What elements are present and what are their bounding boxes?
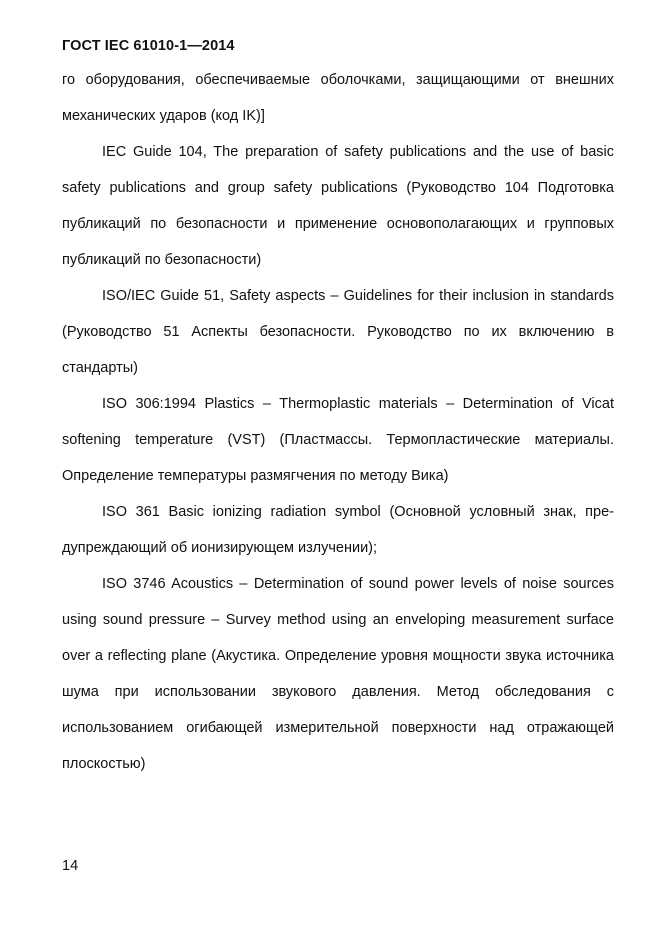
reference-iec-guide-104: IEC Guide 104, The preparation of safety publications and the use of basic safety publications and group safety publications (Руководство 104 Подготовка публикаций по безопасности и применение основополагающих и групповых публикаций по безопасности) [62, 144, 614, 268]
reference-iso-3746: ISO 3746 Acoustics – Determination of sound power levels of noise sources using sound pressure – Survey method using an enveloping measurement surface over a reflecting plane (Акустика. Определение уровня мощности звука источника шума при использовании звукового давления. Метод обследования с использованием огибающей измерительной поверхности над отражающей плоскостью) [62, 576, 614, 772]
page-number: 14 [62, 858, 79, 874]
paragraph-continuation: го оборудования, обеспечиваемые оболочками, защищающими от внешних механических ударов (код IK)] [62, 72, 614, 124]
document-body [62, 62, 614, 782]
reference-iso-306: ISO 306:1994 Plastics – Thermoplastic materials – Determination of Vicat softening temperature (VST) (Пластмассы. Термопластические материалы. Определение температуры размягчения по методу Вика) [62, 396, 614, 484]
reference-iso-iec-guide-51: ISO/IEC Guide 51, Safety aspects – Guidelines for their inclusion in standards (Руководство 51 Аспекты безопасности. Руководство по их включению в стандарты) [62, 288, 614, 376]
page-header-standard-id: ГОСТ IEC 61010-1—2014 [62, 38, 235, 54]
reference-iso-361: ISO 361 Basic ionizing radiation symbol (Основной условный знак, предупреждающий об ионизирующем излучении); [62, 504, 614, 556]
